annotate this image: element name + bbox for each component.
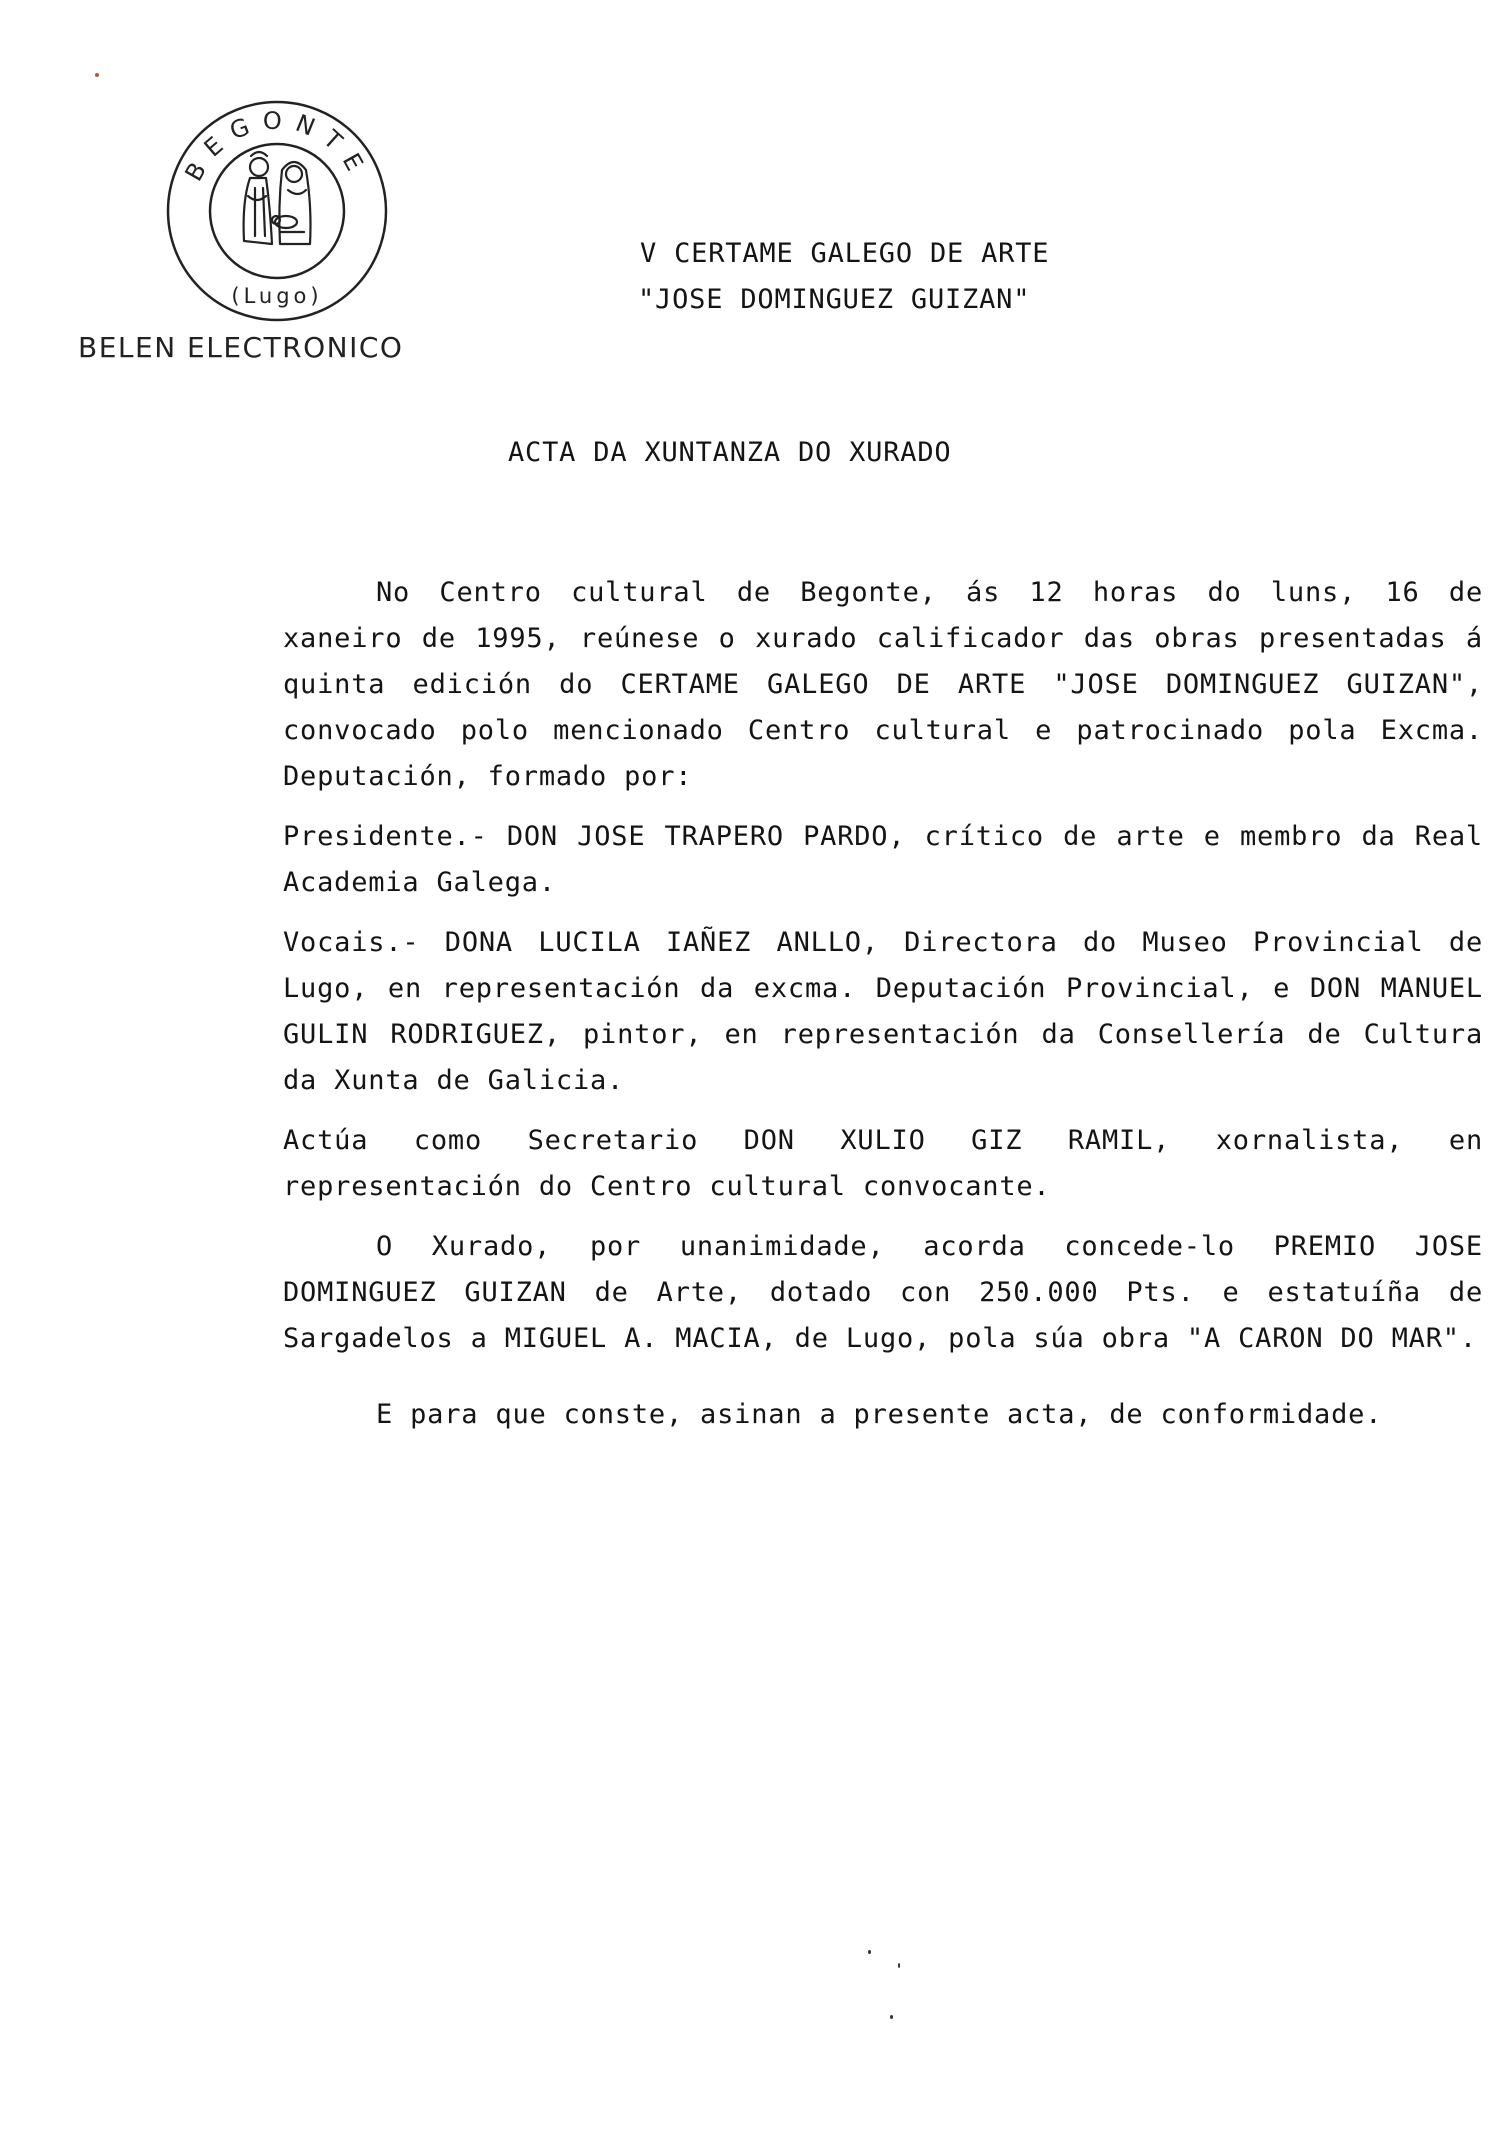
- paragraph-session-opening: No Centro cultural de Begonte, ás 12 horas do luns, 16 de xaneiro de 1995, reúnese o xurado calificador das obras presentadas á quinta edición do CERTAME GALEGO DE ARTE "JOSE DOMINGUEZ GUIZAN", convocado polo mencionado Centro cultural e patrocinado pola Excma. Deputación, formado por:: [283, 577, 1483, 792]
- paragraph-vocals: Vocais.- DONA LUCILA IAÑEZ ANLLO, Directora do Museo Provincial de Lugo, en representación da excma. Deputación Provincial, e DON MANUEL GULIN RODRIGUEZ, pintor, en representación da Consellería de Cultura da Xunta de Galicia.: [283, 927, 1483, 1096]
- scan-speck: [95, 73, 99, 77]
- paragraph-secretary: Actúa como Secretario DON XULIO GIZ RAMIL, xornalista, en representación do Centro cultural convocante.: [283, 1125, 1483, 1202]
- document-heading: ACTA DA XUNTANZA DO XURADO: [508, 437, 952, 468]
- belen-electronico-caption: BELEN ELECTRONICO: [78, 331, 404, 364]
- contest-title: V CERTAME GALEGO DE ARTE: [640, 238, 1050, 269]
- scan-speck: [868, 1950, 871, 1954]
- paragraph-closing: E para que conste, asinan a presente acta, de conformidade.: [376, 1399, 1383, 1430]
- svg-text:BEGONTE: BEGONTE: [179, 106, 375, 186]
- seal-place-text: (Lugo): [231, 284, 323, 308]
- scan-speck: [898, 1963, 900, 1968]
- scan-speck: [890, 2015, 893, 2019]
- begonte-seal-logo: [162, 96, 392, 326]
- paragraph-president: Presidente.- DON JOSE TRAPERO PARDO, crítico de arte e membro da Real Academia Galega.: [283, 821, 1483, 898]
- letterhead-logo: [78, 96, 478, 376]
- nativity-figures-icon: [244, 152, 311, 244]
- contest-title-block: [640, 231, 1049, 323]
- paragraph-award: O Xurado, por unanimidade, acorda concede-lo PREMIO JOSE DOMINGUEZ GUIZAN de Arte, dotado con 250.000 Pts. e estatuíña de Sargadelos a MIGUEL A. MACIA, de Lugo, pola súa obra "A CARON DO MAR".: [283, 1231, 1483, 1354]
- contest-subtitle: "JOSE DOMINGUEZ GUIZAN": [638, 284, 1031, 315]
- document-body: [283, 570, 1483, 1452]
